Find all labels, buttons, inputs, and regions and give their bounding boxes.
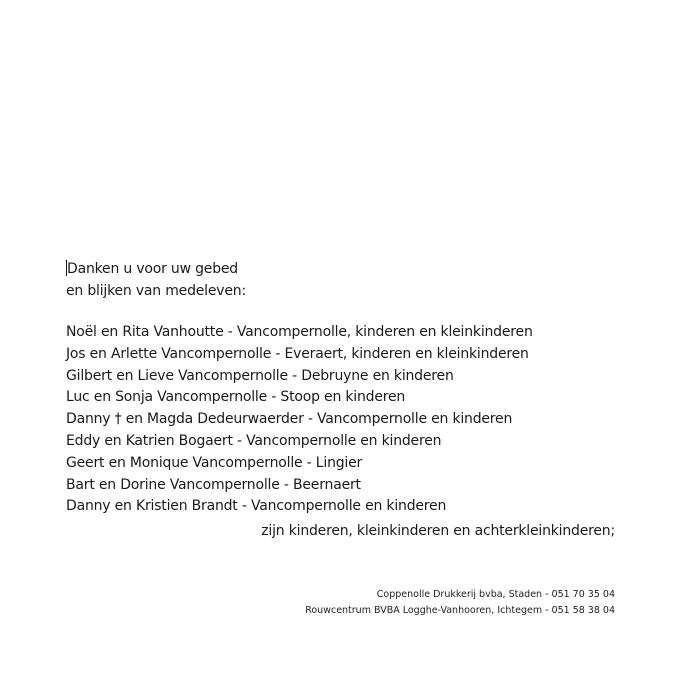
family-name-line: Danny † en Magda Dedeurwaerder - Vancompernolle en kinderen (66, 411, 513, 428)
printer-credit: Coppenolle Drukkerij bvba, Staden - 051 70 35 04 (376, 589, 615, 600)
intro-line-1-initial: D (67, 261, 78, 277)
family-name-line: Geert en Monique Vancompernolle - Lingier (66, 454, 363, 471)
family-name-line: Luc en Sonja Vancompernolle - Stoop en kinderen (66, 389, 406, 406)
family-names-list (66, 322, 533, 518)
imprint-block (305, 587, 615, 619)
family-name-line: Danny en Kristien Brandt - Vancompernolle en kinderen (66, 498, 447, 515)
funeral-home-credit: Rouwcentrum BVBA Logghe-Vanhooren, Ichtegem - 051 58 38 04 (305, 605, 615, 616)
family-name-line: Jos en Arlette Vancompernolle - Everaert, kinderen en kleinkinderen (66, 345, 529, 362)
intro-line-1-rest: anken u voor uw gebed (77, 261, 238, 277)
family-name-line: Bart en Dorine Vancompernolle - Beernaert (66, 476, 361, 493)
family-name-line: Noël en Rita Vanhoutte - Vancompernolle, kinderen en kleinkinderen (66, 324, 533, 340)
thank-you-intro (66, 258, 246, 302)
closing-line: zijn kinderen, kleinkinderen en achterkleinkinderen; (261, 523, 615, 539)
intro-line-2: en blijken van medeleven: (66, 283, 246, 299)
intro-line-1 (66, 258, 246, 280)
family-name-line: Gilbert en Lieve Vancompernolle - Debruyne en kinderen (66, 367, 454, 384)
family-name-line: Eddy en Katrien Bogaert - Vancompernolle en kinderen (66, 432, 442, 449)
